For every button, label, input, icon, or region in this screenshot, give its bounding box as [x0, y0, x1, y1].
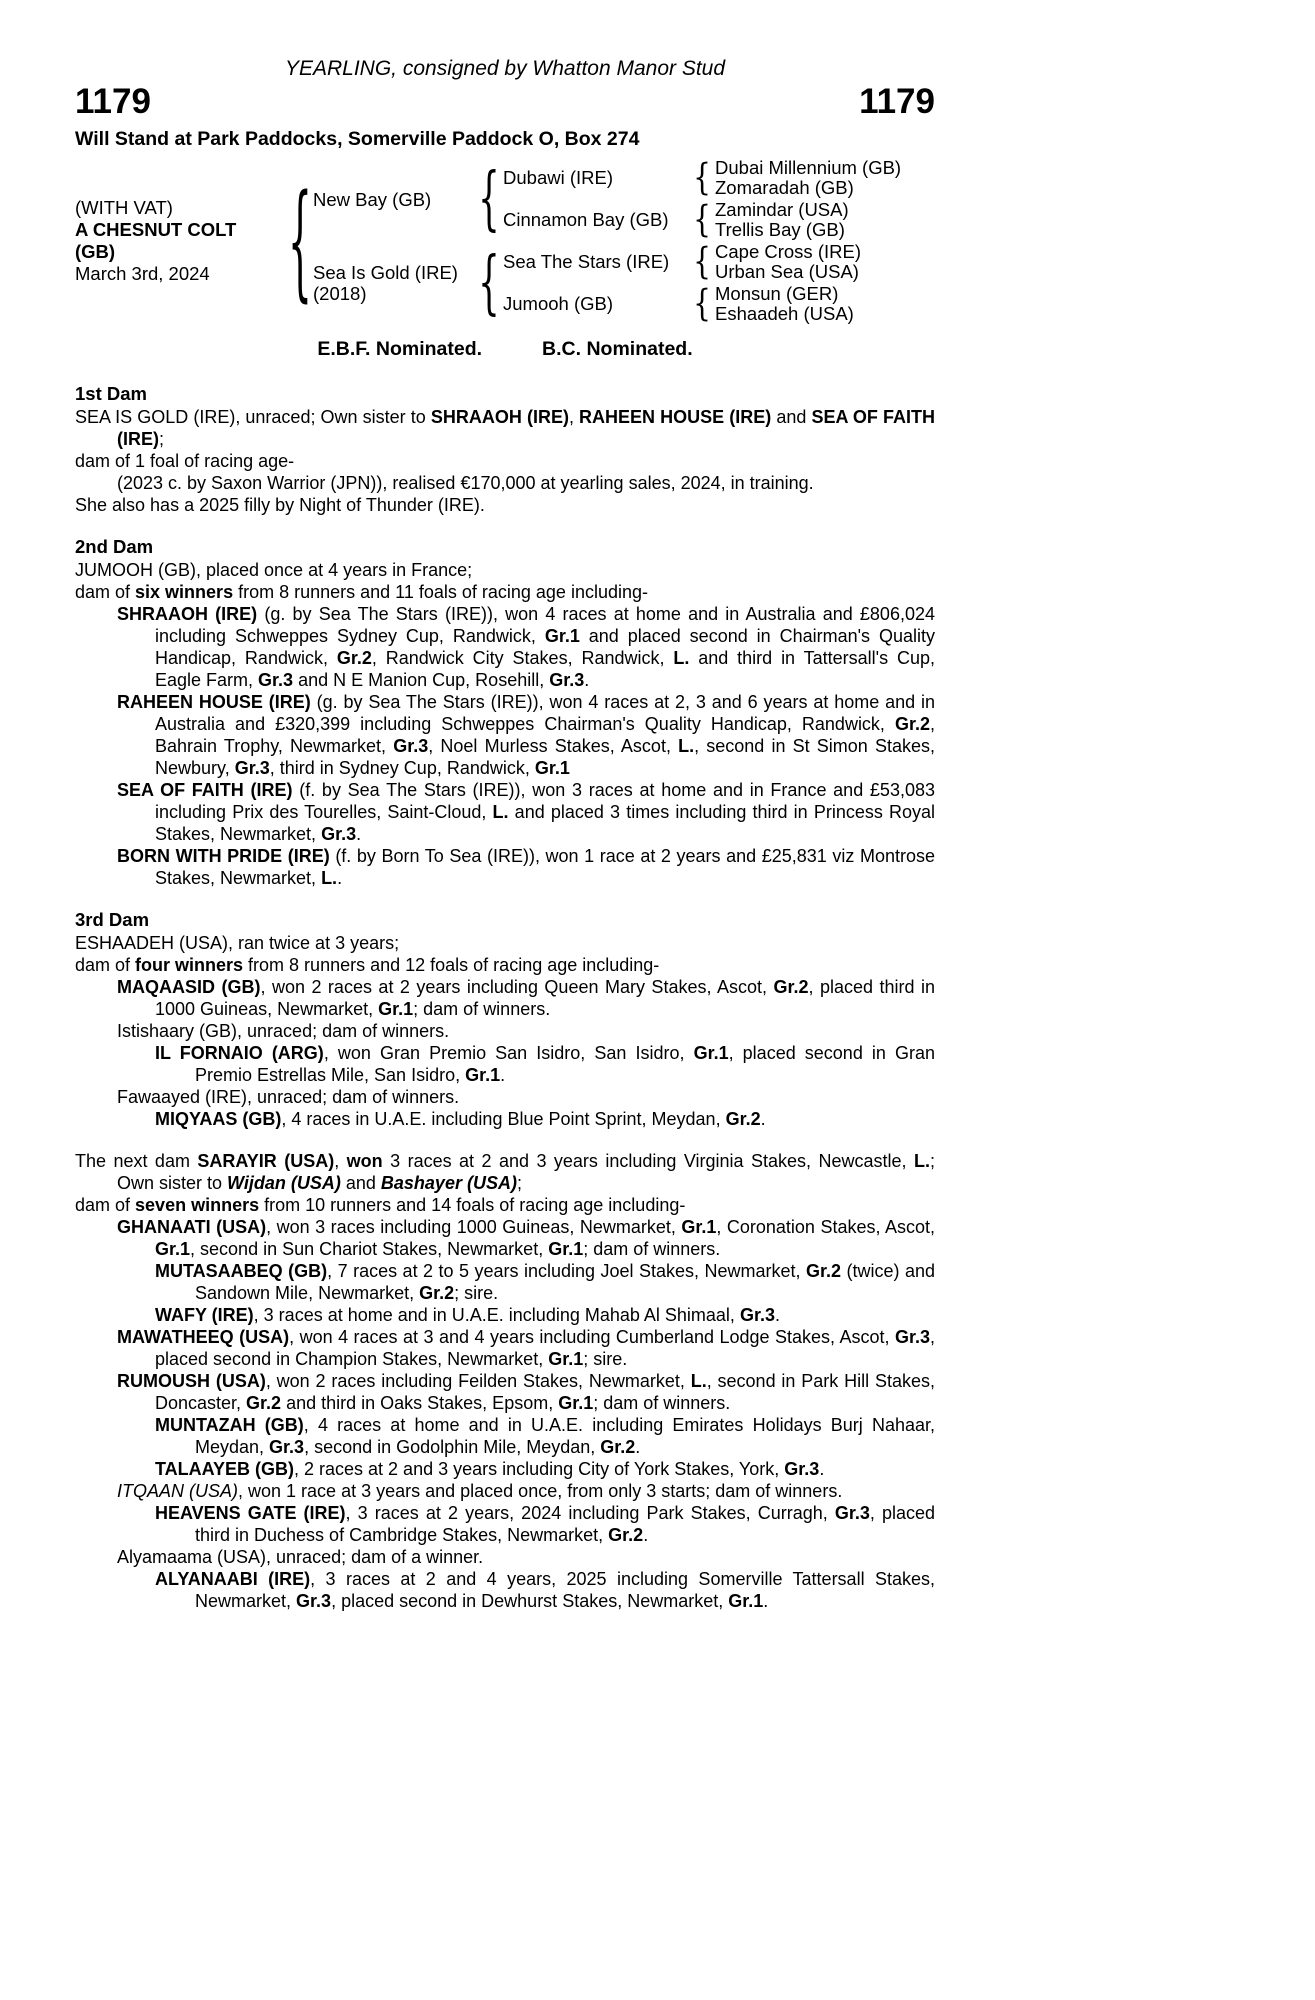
text-segment: , won 2 races including Feilden Stakes, Newmarket,: [265, 1371, 691, 1391]
text-segment: HEAVENS GATE (IRE): [155, 1503, 346, 1523]
dam-sire-sire-name: Cape Cross (IRE): [715, 241, 861, 262]
pedigree-paragraph: [75, 954, 935, 976]
text-segment: Gr.2: [805, 1261, 842, 1281]
text-segment: MAWATHEEQ (USA): [117, 1327, 290, 1347]
text-segment: The next dam: [75, 1151, 198, 1171]
text-segment: Wijdan (USA): [227, 1173, 341, 1193]
pedigree-paragraph: [75, 1370, 935, 1414]
text-segment: MIQYAAS (GB): [155, 1109, 282, 1129]
vat-note: (WITH VAT): [75, 197, 173, 218]
text-segment: and: [771, 407, 812, 427]
text-segment: , won 1 race at 3 years and placed once, from only 3 starts; dam of winners.: [238, 1481, 843, 1501]
pedigree-paragraph: [75, 845, 935, 889]
text-segment: Alyamaama (USA), unraced; dam of a winner.: [117, 1547, 484, 1567]
text-segment: L.: [913, 1151, 930, 1171]
text-segment: from 10 runners and 14 foals of racing age including-: [259, 1195, 686, 1215]
text-segment: SEA OF FAITH (IRE): [117, 407, 935, 449]
text-segment: Gr.3: [739, 1305, 775, 1325]
pedigree-paragraph: [75, 1216, 935, 1260]
dam-group: [313, 241, 935, 325]
pedigree-paragraph: [75, 450, 935, 472]
text-segment: .: [643, 1525, 649, 1545]
pedigree-generations: [313, 157, 935, 325]
text-segment: WAFY (IRE): [155, 1305, 254, 1325]
dam-section: [75, 536, 935, 889]
pedigree-paragraph: [75, 1260, 935, 1304]
text-segment: Gr.2: [419, 1283, 455, 1303]
text-segment: (g. by Sea The Stars (IRE)), won 4 races at home and in Australia and £806,024 including Schweppes Sydney Cup, Randwick,: [155, 604, 935, 646]
sire-dam-row: [503, 199, 901, 241]
text-segment: .: [337, 868, 343, 888]
catalogue-sections: [75, 383, 935, 1612]
text-segment: Gr.3: [321, 824, 357, 844]
text-segment: RUMOUSH (USA): [117, 1371, 266, 1391]
text-segment: L.: [321, 868, 338, 888]
pedigree-paragraph: [75, 976, 935, 1020]
pedigree-table: [75, 157, 935, 325]
text-segment: L.: [678, 736, 695, 756]
text-segment: IL FORNAIO (ARG): [155, 1043, 324, 1063]
text-segment: , second in Godolphin Mile, Meydan,: [304, 1437, 601, 1457]
dam-section-heading: 2nd Dam: [75, 536, 154, 557]
text-segment: ITQAAN (USA): [117, 1481, 239, 1501]
pedigree-paragraph: [75, 1458, 935, 1480]
text-segment: Gr.3: [894, 1327, 930, 1347]
text-segment: Istishaary (GB), unraced; dam of winners.: [117, 1021, 450, 1041]
dam-foaling-year: (2018): [313, 283, 367, 304]
pedigree-paragraph: [75, 1414, 935, 1458]
text-segment: .: [635, 1437, 641, 1457]
text-segment: , placed second in Champion Stakes, Newmarket,: [155, 1327, 935, 1369]
dam-name-block: [313, 262, 477, 304]
text-segment: Gr.1: [728, 1591, 764, 1611]
lot-number-left: 1179: [75, 82, 151, 121]
text-segment: She also has a 2025 filly by Night of Thunder (IRE).: [75, 495, 485, 515]
text-segment: and third in Tattersall's Cup, Eagle Farm,: [155, 648, 935, 690]
text-segment: Gr.3: [393, 736, 429, 756]
text-segment: .: [763, 1591, 769, 1611]
text-segment: , 2 races at 2 and 3 years including City of York Stakes, York,: [294, 1459, 785, 1479]
text-segment: SARAYIR (USA): [197, 1151, 335, 1171]
pedigree-paragraph: [75, 779, 935, 845]
text-segment: , Randwick City Stakes, Randwick,: [371, 648, 674, 668]
text-segment: Gr.1: [548, 1239, 584, 1259]
text-segment: won: [346, 1151, 383, 1171]
sire-sire-row: [503, 157, 901, 199]
text-segment: .: [584, 670, 590, 690]
nominations-line: [75, 338, 935, 361]
pedigree-paragraph: [75, 1546, 935, 1568]
dam-dam-dam-name: Eshaadeh (USA): [715, 303, 854, 324]
dam-sire-row: [503, 241, 861, 283]
sire-sire-sire-name: Dubai Millennium (GB): [715, 157, 902, 178]
sire-dam-name: Cinnamon Bay (GB): [503, 209, 669, 230]
text-segment: and placed 3 times including third in Princess Royal Stakes, Newmarket,: [155, 802, 936, 844]
text-segment: , 3 races at 2 and 4 years, 2025 including Somerville Tattersall Stakes, Newmarket,: [195, 1569, 936, 1611]
dam-section-heading: 1st Dam: [75, 383, 147, 404]
text-segment: , second in Park Hill Stakes, Doncaster,: [155, 1371, 935, 1413]
sire-sire-brace: {: [693, 155, 711, 199]
text-segment: .: [819, 1459, 825, 1479]
sire-dam-sire-name: Zamindar (USA): [715, 199, 849, 220]
pedigree-main-brace: {: [287, 168, 313, 314]
text-segment: ; dam of winners.: [593, 1393, 731, 1413]
text-segment: , 3 races at home and in U.A.E. including Mahab Al Shimaal,: [253, 1305, 740, 1325]
pedigree-paragraph: [75, 1042, 935, 1086]
text-segment: SEA IS GOLD (IRE), unraced; Own sister to: [75, 407, 431, 427]
text-segment: dam of: [75, 1195, 136, 1215]
text-segment: six winners: [135, 582, 234, 602]
dam-name: Sea Is Gold (IRE): [313, 262, 458, 283]
text-segment: , won 3 races including 1000 Guineas, Newmarket,: [266, 1217, 682, 1237]
text-segment: Gr.2: [894, 714, 930, 734]
pedigree-paragraph: [75, 1326, 935, 1370]
text-segment: ;: [516, 1173, 522, 1193]
text-segment: Gr.3: [258, 670, 294, 690]
text-segment: L.: [673, 648, 690, 668]
pedigree-paragraph: [75, 691, 935, 779]
text-segment: (g. by Sea The Stars (IRE)), won 4 races at 2, 3 and 6 years at home and in Australia and £320,399 including Schweppes Chairman's Quality Handicap, Randwick,: [155, 692, 935, 734]
pedigree-paragraph: [75, 559, 935, 581]
text-segment: SEA OF FAITH (IRE): [117, 780, 293, 800]
text-segment: Gr.3: [784, 1459, 820, 1479]
dam-dam-name: Jumooh (GB): [503, 293, 614, 314]
text-segment: L.: [690, 1371, 707, 1391]
text-segment: ; Own sister to: [117, 1151, 935, 1193]
sire-name: New Bay (GB): [313, 188, 432, 210]
text-segment: Gr.3: [234, 758, 270, 778]
text-segment: MUNTAZAH (GB): [155, 1415, 304, 1435]
catalogue-page: [75, 56, 935, 1612]
text-segment: ,: [568, 407, 580, 427]
pedigree-paragraph: [75, 581, 935, 603]
colt-foaling-date: March 3rd, 2024: [75, 263, 210, 284]
text-segment: .: [356, 824, 362, 844]
text-segment: Gr.1: [548, 1349, 584, 1369]
text-segment: , Bahrain Trophy, Newmarket,: [155, 714, 935, 756]
text-segment: Gr.2: [773, 977, 809, 997]
text-segment: ALYANAABI (IRE): [155, 1569, 311, 1589]
colt-description-line1: A CHESNUT COLT: [75, 219, 237, 240]
text-segment: JUMOOH (GB), placed once at 4 years in France;: [75, 560, 473, 580]
text-segment: , 7 races at 2 to 5 years including Joel Stakes, Newmarket,: [327, 1261, 806, 1281]
sire-sire-dam-name: Zomaradah (GB): [715, 177, 854, 198]
text-segment: , placed third in Duchess of Cambridge Stakes, Newmarket,: [195, 1503, 935, 1545]
text-segment: (2023 c. by Saxon Warrior (JPN)), realised €170,000 at yearling sales, 2024, in training.: [117, 473, 814, 493]
sire-group: [313, 157, 935, 241]
text-segment: Gr.2: [608, 1525, 644, 1545]
dam-sire-brace: {: [693, 239, 711, 283]
pedigree-paragraph: [75, 1020, 935, 1042]
text-segment: dam of: [75, 955, 136, 975]
text-segment: , won Gran Premio San Isidro, San Isidro,: [323, 1043, 694, 1063]
text-segment: Gr.3: [834, 1503, 870, 1523]
text-segment: and: [340, 1173, 381, 1193]
text-segment: seven winners: [135, 1195, 260, 1215]
dam-brace: {: [478, 242, 500, 324]
pedigree-paragraph: [75, 932, 935, 954]
sire-dam-dam-name: Trellis Bay (GB): [715, 219, 845, 240]
text-segment: Gr.1: [465, 1065, 501, 1085]
dam-section: [75, 909, 935, 1130]
text-segment: from 8 runners and 11 foals of racing age including-: [233, 582, 648, 602]
text-segment: , placed second in Dewhurst Stakes, Newmarket,: [331, 1591, 729, 1611]
text-segment: .: [760, 1109, 766, 1129]
dam-dam-sire-name: Monsun (GER): [715, 283, 839, 304]
pedigree-paragraph: [75, 1480, 935, 1502]
text-segment: dam of 1 foal of racing age-: [75, 451, 295, 471]
stand-location-line: Will Stand at Park Paddocks, Somerville Paddock O, Box 274: [75, 128, 640, 150]
pedigree-paragraph: [75, 1108, 935, 1130]
text-segment: , placed second in Gran Premio Estrellas Mile, San Isidro,: [195, 1043, 936, 1085]
pedigree-paragraph: [75, 1304, 935, 1326]
text-segment: and third in Oaks Stakes, Epsom,: [281, 1393, 559, 1413]
text-segment: SHRAAOH (IRE): [117, 604, 258, 624]
text-segment: RAHEEN HOUSE (IRE): [117, 692, 311, 712]
sire-brace: {: [478, 158, 500, 240]
text-segment: Gr.2: [246, 1393, 282, 1413]
text-segment: (f. by Sea The Stars (IRE)), won 3 races at home and in France and £53,083 including Prix des Tourelles, Saint-Cloud,: [155, 780, 935, 822]
text-segment: Gr.2: [600, 1437, 636, 1457]
text-segment: , second in St Simon Stakes, Newbury,: [155, 736, 935, 778]
text-segment: from 8 runners and 12 foals of racing age including-: [243, 955, 660, 975]
text-segment: ; sire.: [454, 1283, 499, 1303]
text-segment: Gr.1: [155, 1239, 191, 1259]
dam-section: [75, 1150, 935, 1612]
text-segment: L.: [492, 802, 509, 822]
text-segment: ESHAADEH (USA), ran twice at 3 years;: [75, 933, 400, 953]
pedigree-paragraph: [75, 472, 935, 494]
text-segment: RAHEEN HOUSE (IRE): [579, 407, 772, 427]
text-segment: Gr.1: [693, 1043, 729, 1063]
text-segment: (f. by Born To Sea (IRE)), won 1 race at 2 years and £25,831 viz Montrose Stakes, Newmarket,: [155, 846, 935, 888]
ebf-nomination: E.B.F. Nominated.: [317, 338, 483, 360]
text-segment: ; dam of winners.: [413, 999, 551, 1019]
text-segment: .: [500, 1065, 506, 1085]
text-segment: ;: [159, 429, 165, 449]
colt-description-line2: (GB): [75, 241, 116, 262]
text-segment: and placed second in Chairman's Quality Handicap, Randwick,: [155, 626, 935, 668]
text-segment: ; dam of winners.: [583, 1239, 721, 1259]
pedigree-paragraph: [75, 494, 935, 516]
text-segment: , won 4 races at 3 and 4 years including Cumberland Lodge Stakes, Ascot,: [289, 1327, 895, 1347]
consignment-title: YEARLING, consigned by Whatton Manor Stud: [284, 57, 726, 80]
text-segment: BORN WITH PRIDE (IRE): [117, 846, 330, 866]
text-segment: Gr.1: [681, 1217, 717, 1237]
text-segment: , Noel Murless Stakes, Ascot,: [428, 736, 679, 756]
text-segment: , third in Sydney Cup, Randwick,: [269, 758, 535, 778]
text-segment: dam of: [75, 582, 136, 602]
text-segment: , won 2 races at 2 years including Queen Mary Stakes, Ascot,: [260, 977, 774, 997]
text-segment: SHRAAOH (IRE): [430, 407, 569, 427]
text-segment: TALAAYEB (GB): [155, 1459, 294, 1479]
sire-dam-brace: {: [693, 197, 711, 241]
text-segment: Bashayer (USA): [380, 1173, 517, 1193]
dam-section-heading: 3rd Dam: [75, 909, 150, 930]
lot-number-right: 1179: [859, 82, 935, 121]
text-segment: four winners: [135, 955, 244, 975]
text-segment: Fawaayed (IRE), unraced; dam of winners.: [117, 1087, 460, 1107]
text-segment: , 4 races in U.A.E. including Blue Point Sprint, Meydan,: [281, 1109, 726, 1129]
text-segment: Gr.1: [544, 626, 580, 646]
text-segment: , 4 races at home and in U.A.E. including Emirates Holidays Burj Nahaar, Meydan,: [195, 1415, 935, 1457]
text-segment: MUTASAABEQ (GB): [155, 1261, 328, 1281]
text-segment: Gr.1: [378, 999, 414, 1019]
sire-sire-name: Dubawi (IRE): [503, 167, 613, 188]
pedigree-paragraph: [75, 406, 935, 450]
bc-nomination: B.C. Nominated.: [542, 338, 693, 360]
dam-sire-name: Sea The Stars (IRE): [503, 251, 670, 272]
text-segment: , 3 races at 2 years, 2024 including Park Stakes, Curragh,: [345, 1503, 835, 1523]
lot-number-row: [75, 83, 935, 121]
text-segment: Gr.1: [558, 1393, 594, 1413]
colt-details: [75, 197, 287, 285]
dam-sire-dam-name: Urban Sea (USA): [715, 261, 859, 282]
text-segment: , placed third in 1000 Guineas, Newmarket,: [155, 977, 935, 1019]
text-segment: , Coronation Stakes, Ascot,: [716, 1217, 935, 1237]
pedigree-paragraph: [75, 1194, 935, 1216]
pedigree-paragraph: [75, 1568, 935, 1612]
text-segment: , second in Sun Chariot Stakes, Newmarket,: [190, 1239, 549, 1259]
text-segment: Gr.1: [534, 758, 570, 778]
text-segment: GHANAATI (USA): [117, 1217, 267, 1237]
text-segment: Gr.2: [336, 648, 372, 668]
dam-dam-brace: {: [693, 281, 711, 325]
text-segment: 3 races at 2 and 3 years including Virginia Stakes, Newcastle,: [382, 1151, 914, 1171]
text-segment: Gr.3: [549, 670, 585, 690]
pedigree-paragraph: [75, 1502, 935, 1546]
dam-section: [75, 383, 935, 516]
pedigree-paragraph: [75, 1086, 935, 1108]
text-segment: .: [774, 1305, 780, 1325]
text-segment: Gr.3: [269, 1437, 305, 1457]
pedigree-paragraph: [75, 1150, 935, 1194]
text-segment: and N E Manion Cup, Rosehill,: [293, 670, 550, 690]
text-segment: MAQAASID (GB): [117, 977, 261, 997]
text-segment: (twice) and Sandown Mile, Newmarket,: [195, 1261, 935, 1303]
text-segment: Gr.2: [725, 1109, 761, 1129]
dam-dam-row: [503, 283, 861, 325]
text-segment: ; sire.: [583, 1349, 628, 1369]
pedigree-paragraph: [75, 603, 935, 691]
text-segment: Gr.3: [296, 1591, 332, 1611]
text-segment: ,: [334, 1151, 347, 1171]
